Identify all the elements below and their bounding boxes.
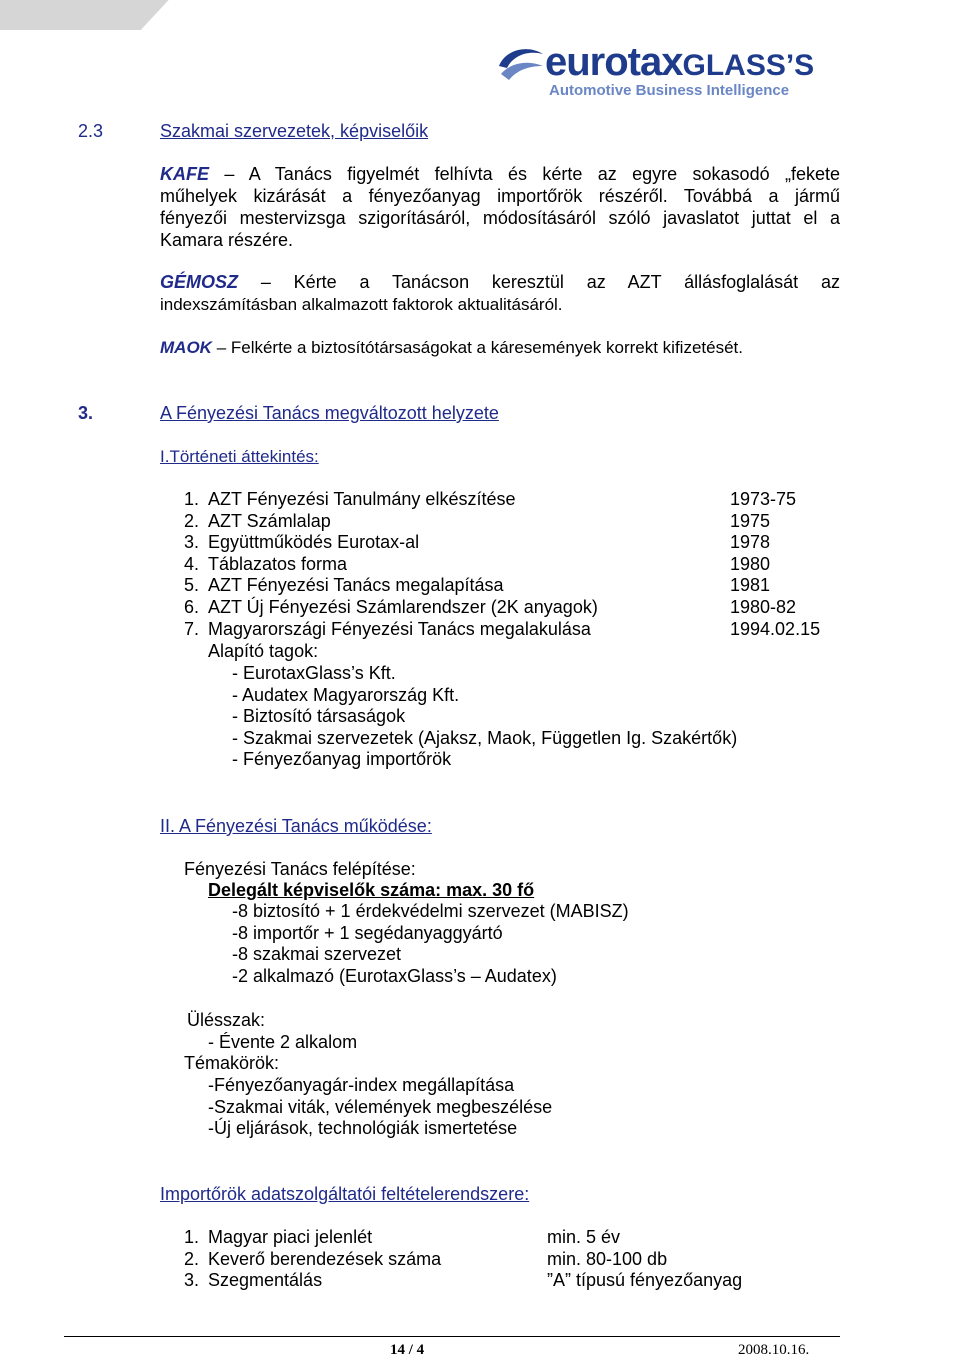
list-item: 4. Táblazatos forma 1980 [184,553,771,574]
corner-decoration [0,0,170,34]
list-item: 1. Magyar piaci jelenlét min. 5 év [184,1227,621,1247]
footer-date: 2008.10.16. [738,1342,810,1358]
org-name: GÉMOSZ [160,272,239,292]
page-number: 14 / 4 [390,1342,425,1358]
list-item: 3. Együttműködés Eurotax-al 1978 [184,532,771,553]
org-name: MAOK [160,338,212,357]
logo-tagline: Automotive Business Intelligence [549,82,790,99]
logo-swoosh-icon [497,44,545,84]
list-item: 2. Keverő berendezések száma min. 80-100 db [184,1248,668,1269]
operation-title: II. A Fényezési Tanács működése: [160,816,432,836]
kafe-line-1: KAFE – A Tanács figyelmét felhívta és kérte az egyre sokasodó „fekete [160,164,840,184]
logo-brand: GLASS’S [682,49,815,82]
founders-label: Alapító tagok: [208,641,319,661]
list-item: -2 alkalmazó (EurotaxGlass’s – Audatex) [232,965,557,986]
section-number: 3. [78,403,94,423]
list-item: - EurotaxGlass’s Kft. [232,663,396,683]
structure-label: Fényezési Tanács felépítése: [184,859,416,879]
section-number: 2.3 [78,121,104,141]
importers-title: Importőrök adatszolgáltatói feltételerendszere: [160,1184,530,1204]
list-item: -Szakmai viták, vélemények megbeszélése [208,1096,553,1117]
kafe-line-2: műhelyek kizárását a fényezőanyag importőrök részéről. Továbbá a jármű [160,186,840,206]
history-list [184,488,844,639]
list-item: 7. Magyarországi Fényezési Tanács megalakulása 1994.02.15 [184,618,821,639]
list-item: 1. AZT Fényezési Tanulmány elkészítése 1973-75 [184,489,797,509]
company-logo [497,40,842,102]
list-item: -8 biztosító + 1 érdekvédelmi szervezet (MABISZ) [232,901,629,921]
sessions-value: - Évente 2 alkalom [208,1032,358,1052]
list-item: -Új eljárások, technológiák ismertetése [208,1118,518,1139]
section-title: A Fényezési Tanács megváltozott helyzete [160,403,499,423]
topics-list [208,1074,552,1139]
list-item: -8 importőr + 1 segédanyaggyártó [232,922,503,943]
gemosz-line-2: indexszámításban alkalmazott faktorok aktualitásáról. [160,295,563,314]
list-item: 3. Szegmentálás ”A” típusú fényezőanyag [184,1270,743,1291]
history-title: I.Történeti áttekintés: [160,447,319,466]
kafe-line-4: Kamara részére. [160,230,294,250]
list-item: 6. AZT Új Fényezési Számlarendszer (2K anyagok) 1980-82 [184,596,797,617]
maok-line: MAOK – Felkérte a biztosítótársaságokat a káresemények korrekt kifizetését. [160,338,743,357]
list-item: - Audatex Magyarország Kft. [232,684,460,705]
kafe-line-3: fényezői mestervizsga szigorításáról, módosításáról szóló javaslatot juttat el a [160,208,840,228]
section-title: Szakmai szervezetek, képviselőik [160,121,429,141]
logo-wordmark: eurotax [545,40,683,84]
org-name: KAFE [160,164,209,184]
list-item: 5. AZT Fényezési Tanács megalapítása 1981 [184,575,771,596]
founders-list [232,662,737,770]
list-item: -Fényezőanyagár-index megállapítása [208,1075,515,1095]
delegates-label: Delegált képviselők száma: max. 30 fő [208,880,535,900]
importers-list [184,1226,784,1291]
footer-rule [64,1336,840,1337]
list-item: - Fényezőanyag importőrök [232,749,452,770]
delegates-list [232,900,629,986]
topics-label: Témakörök: [184,1053,280,1073]
sessions-label: Ülésszak: [187,1010,266,1030]
list-item: 2. AZT Számlalap 1975 [184,510,771,531]
list-item: - Szakmai szervezetek (Ajaksz, Maok, Független Ig. Szakértők) [232,727,738,748]
gemosz-line-1: GÉMOSZ – Kérte a Tanácson keresztül az AZT állásfoglalását az [160,272,840,292]
list-item: -8 szakmai szervezet [232,944,402,965]
list-item: - Biztosító társaságok [232,706,406,727]
